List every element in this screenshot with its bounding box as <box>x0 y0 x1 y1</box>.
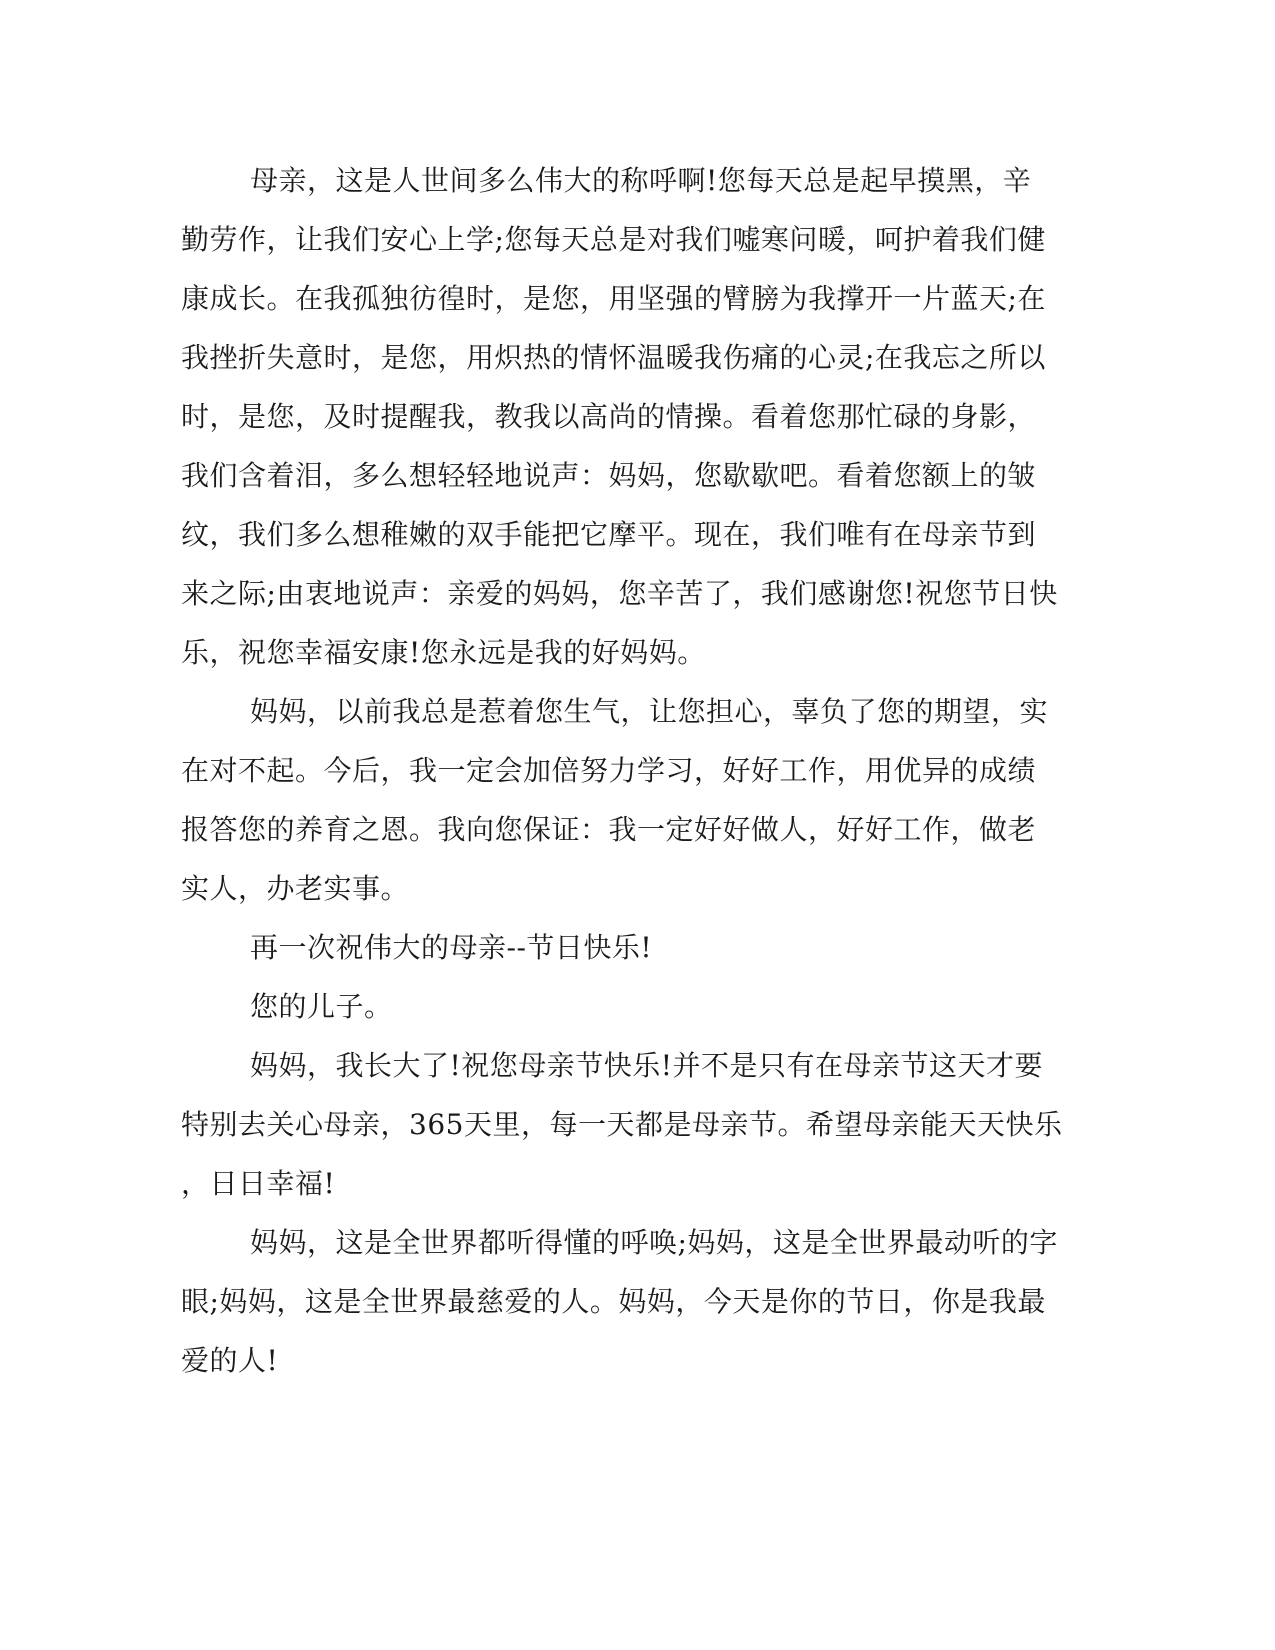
paragraph-1-line-1: 母亲，这是人世间多么伟大的称呼啊!您每天总是起早摸黑，辛 <box>250 164 1032 197</box>
paragraph-1-line-7: 纹，我们多么想稚嫩的双手能把它摩平。现在，我们唯有在母亲节到 <box>181 518 1037 551</box>
paragraph-1-line-2: 勤劳作，让我们安心上学;您每天总是对我们嘘寒问暖，呵护着我们健 <box>181 223 1046 256</box>
paragraph-1-line-6: 我们含着泪，多么想轻轻地说声：妈妈，您歇歇吧。看着您额上的皱 <box>181 459 1037 492</box>
paragraph-4-line-3: ，日日幸福! <box>181 1167 336 1200</box>
paragraph-5-line-1: 妈妈，这是全世界都听得懂的呼唤;妈妈，这是全世界最动听的字 <box>250 1226 1058 1259</box>
signature-line: 您的儿子。 <box>250 990 393 1023</box>
paragraph-1-line-5: 时，是您，及时提醒我，教我以高尚的情操。看着您那忙碌的身影， <box>181 400 1037 433</box>
paragraph-4-line-2: 特别去关心母亲，365天里，每一天都是母亲节。希望母亲能天天快乐 <box>181 1108 1063 1141</box>
paragraph-1-line-8: 来之际;由衷地说声：亲爱的妈妈，您辛苦了，我们感谢您!祝您节日快 <box>181 577 1058 610</box>
paragraph-2-line-2: 在对不起。今后，我一定会加倍努力学习，好好工作，用优异的成绩 <box>181 754 1037 787</box>
paragraph-1-line-4: 我挫折失意时，是您，用炽热的情怀温暖我伤痛的心灵;在我忘之所以 <box>181 341 1046 374</box>
paragraph-2-line-3: 报答您的养育之恩。我向您保证：我一定好好做人，好好工作，做老 <box>181 813 1037 846</box>
paragraph-4-line-1: 妈妈，我长大了!祝您母亲节快乐!并不是只有在母亲节这天才要 <box>250 1049 1044 1082</box>
paragraph-5-line-2: 眼;妈妈，这是全世界最慈爱的人。妈妈，今天是你的节日，你是我最 <box>181 1285 1046 1318</box>
paragraph-3-line-1: 再一次祝伟大的母亲--节日快乐! <box>250 931 653 964</box>
paragraph-2-line-4: 实人，办老实事。 <box>181 872 410 905</box>
paragraph-1-line-3: 康成长。在我孤独彷徨时，是您，用坚强的臂膀为我撑开一片蓝天;在 <box>181 282 1046 315</box>
paragraph-2-line-1: 妈妈，以前我总是惹着您生气，让您担心，辜负了您的期望，实 <box>250 695 1049 728</box>
paragraph-5-line-3: 爱的人! <box>181 1344 279 1377</box>
paragraph-1-line-9: 乐，祝您幸福安康!您永远是我的好妈妈。 <box>181 636 706 669</box>
